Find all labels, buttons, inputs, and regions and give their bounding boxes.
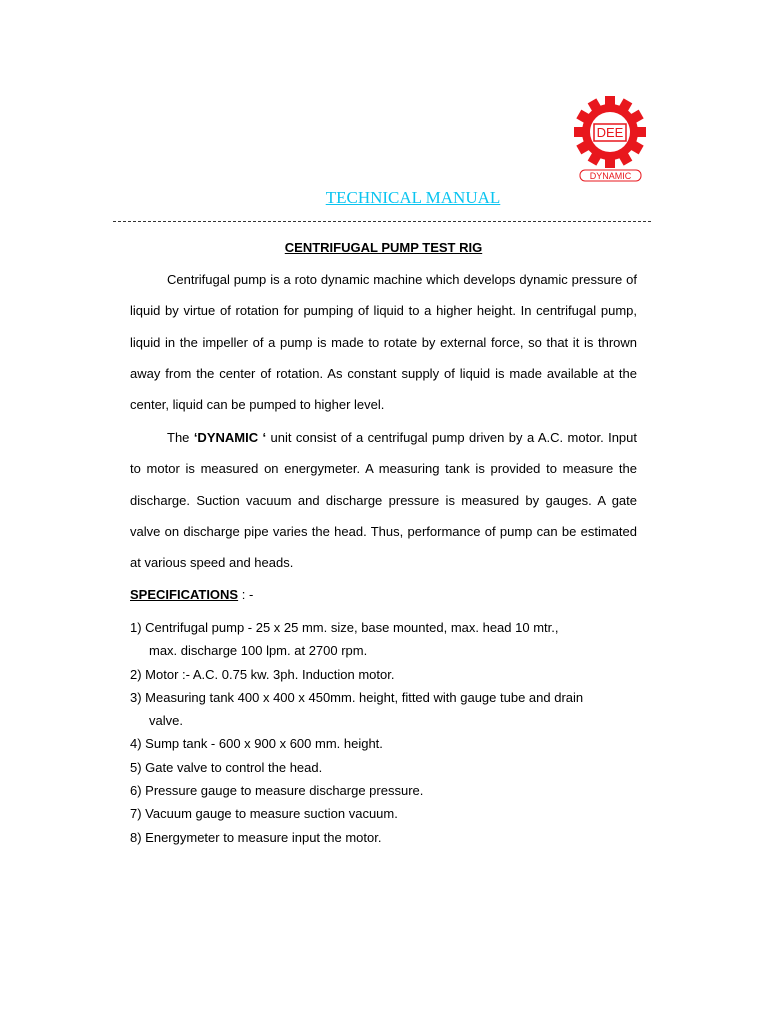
spec-line: 8) Energymeter to measure input the motor. [130, 829, 382, 845]
gear-logo-icon [563, 92, 661, 188]
spec-line: 6) Pressure gauge to measure discharge pressure. [130, 783, 424, 799]
spec-item [130, 756, 637, 779]
spec-item [130, 826, 637, 849]
spec-line: 3) Measuring tank 400 x 400 x 450mm. height, fitted with gauge tube and drain [130, 689, 584, 705]
brand-name: ‘DYNAMIC ‘ [193, 430, 267, 445]
spec-item [130, 616, 637, 663]
company-logo [563, 92, 661, 188]
spec-line: 1) Centrifugal pump - 25 x 25 mm. size, base mounted, max. head 10 mtr., [130, 620, 559, 635]
document-title: TECHNICAL MANUAL [325, 188, 501, 207]
specifications-heading [130, 587, 253, 602]
spec-item [130, 663, 637, 686]
specifications-label: SPECIFICATIONS [130, 587, 239, 602]
paragraph-text: unit consist of a centrifugal pump driven by a A.C. motor. Input to motor is measured on energymeter. A measuring tank is provided to measure the discharge. Suction vacuum and discharge pressure is measured by gauges. A gate valve on discharge pipe varies the head. Thus, performance of pump can be estimated at various speed and heads. [130, 430, 638, 571]
paragraph-prefix: The [167, 430, 194, 445]
specifications-list [130, 616, 637, 849]
spec-item [130, 802, 637, 825]
spec-line: 5) Gate valve to control the head. [130, 759, 323, 775]
section-title: CENTRIFUGAL PUMP TEST RIG [284, 240, 483, 255]
spec-item [130, 732, 637, 755]
logo-label: DEE [596, 125, 624, 140]
dashed-divider [113, 221, 651, 222]
logo-brand: DYNAMIC [589, 171, 632, 181]
spec-item [130, 779, 637, 802]
spec-item [130, 686, 637, 733]
spec-continuation: max. discharge 100 lpm. at 2700 rpm. [149, 643, 368, 659]
specifications-suffix: : - [238, 587, 254, 602]
spec-line: 7) Vacuum gauge to measure suction vacuum. [130, 806, 398, 822]
spec-continuation: valve. [149, 713, 183, 729]
spec-line: 2) Motor :- A.C. 0.75 kw. 3ph. Induction motor. [130, 666, 395, 682]
spec-line: 4) Sump tank - 600 x 900 x 600 mm. height. [130, 736, 383, 752]
unit-description-paragraph [130, 422, 637, 578]
intro-paragraph: Centrifugal pump is a roto dynamic machine which develops dynamic pressure of liquid by virtue of rotation for pumping of liquid to a higher height. In centrifugal pump, liquid in the impeller of a pump is made to rotate by external force, so that it is thrown away from the center of rotation. As constant supply of liquid is made available at the center, liquid can be pumped to higher level. [130, 272, 637, 413]
